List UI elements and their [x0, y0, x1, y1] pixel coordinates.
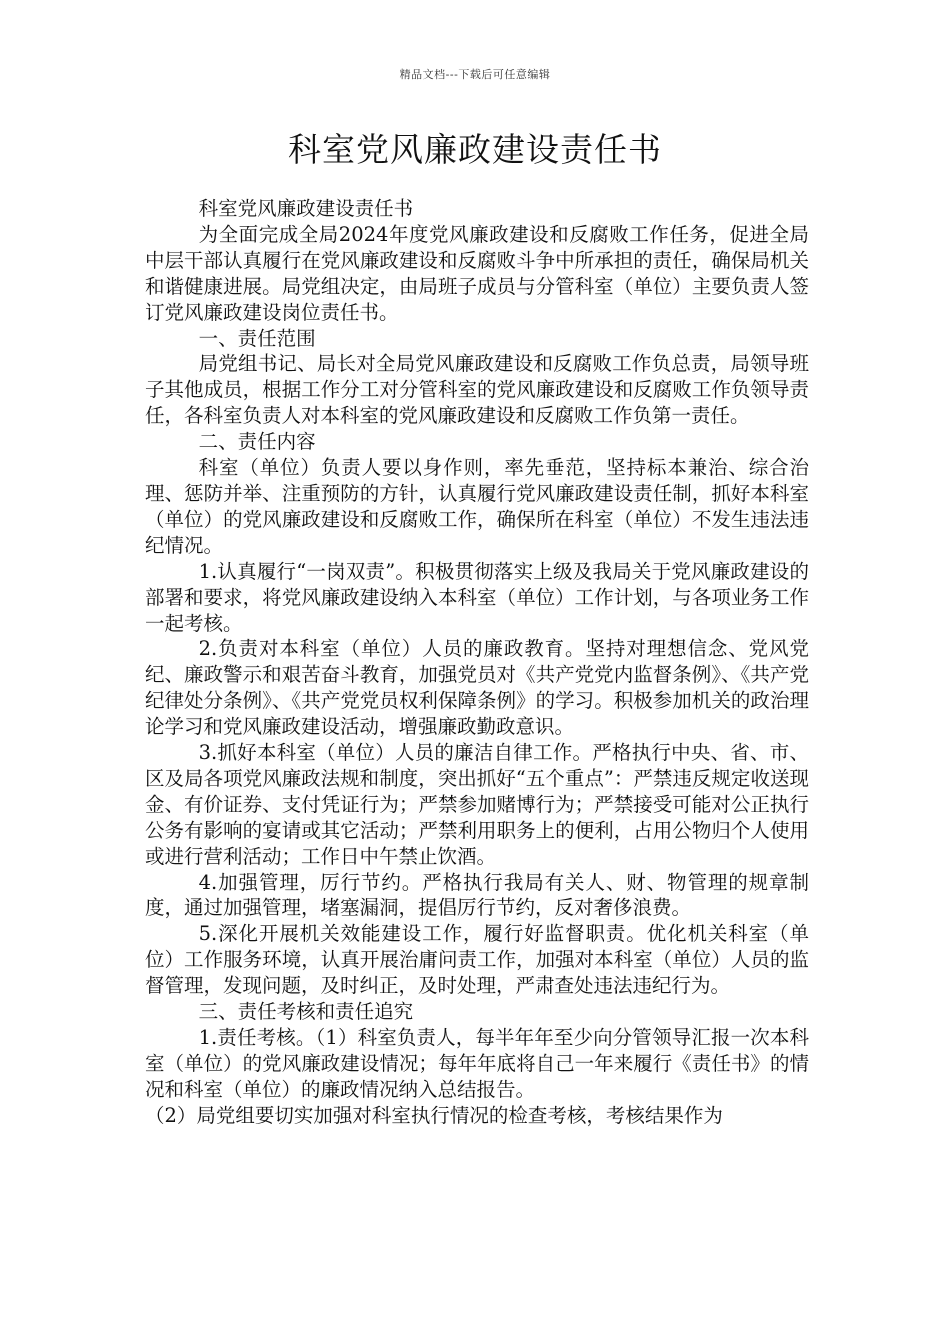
assessment-item-1: 1.责任考核。（1）科室负责人，每半年年至少向分管领导汇报一次本科室（单位）的党风廉政建设情况；每年年底将自己一年来履行《责任书》的情况和科室（单位）的廉政情况纳入总结报告。 — [145, 1026, 809, 1101]
section-heading-assessment: 三、责任考核和责任追究 — [198, 1000, 414, 1024]
scope-paragraph: 局党组书记、局长对全局党风廉政建设和反腐败工作负总责，局领导班子其他成员，根据工作分工对分管科室的党风廉政建设和反腐败工作负领导责任，各科室负责人对本科室的党风廉政建设和反腐败工作负第一责任。 — [145, 352, 809, 428]
section-heading-content: 二、责任内容 — [198, 430, 316, 454]
content-item-1: 1.认真履行“一岗双责”。积极贯彻落实上级及我局关于党风廉政建设的部署和要求，将党风廉政建设纳入本科室（单位）工作计划，与各项业务工作一起考核。 — [145, 559, 809, 635]
header-watermark: 精品文档---下载后可任意编辑 — [399, 68, 551, 81]
content-item-4: 4.加强管理，厉行节约。严格执行我局有关人、财、物管理的规章制度，通过加强管理，堵塞漏洞，提倡厉行节约，反对奢侈浪费。 — [145, 870, 809, 920]
content-item-3: 3.抓好本科室（单位）人员的廉洁自律工作。严格执行中央、省、市、区及局各项党风廉政法规和制度，突出抓好“五个重点”：严禁违反规定收送现金、有价证券、支付凭证行为；严禁参加赌博行为；严禁接受可能对公正执行公务有影响的宴请或其它活动；严禁利用职务上的便利，占用公物归个人使用或进行营利活动；工作日中午禁止饮酒。 — [145, 741, 809, 868]
document-body — [145, 196, 809, 1129]
intro-paragraph: 为全面完成全局2024年度党风廉政建设和反腐败工作任务，促进全局中层干部认真履行在党风廉政建设和反腐败斗争中所承担的责任，确保局机关和谐健康进展。局党组决定，由局班子成员与分管科室（单位）主要负责人签订党风廉政建设岗位责任书。 — [145, 222, 809, 324]
assessment-item-2: （2）局党组要切实加强对科室执行情况的检查考核，考核结果作为 — [145, 1103, 723, 1127]
content-paragraph: 科室（单位）负责人要以身作则，率先垂范，坚持标本兼治、综合治理、惩防并举、注重预防的方针，认真履行党风廉政建设责任制，抓好本科室（单位）的党风廉政建设和反腐败工作，确保所在科室（单位）不发生违法违纪情况。 — [145, 456, 809, 557]
content-item-2: 2.负责对本科室（单位）人员的廉政教育。坚持对理想信念、党风党纪、廉政警示和艰苦奋斗教育，加强党员对《共产党党内监督条例》、《共产党纪律处分条例》、《共产党党员权利保障条例》的学习。积极参加机关的政治理论学习和党风廉政建设活动，增强廉政勤政意识。 — [145, 637, 809, 739]
document-title: 科室党风廉政建设责任书 — [288, 130, 662, 169]
content-item-5: 5.深化开展机关效能建设工作，履行好监督职责。优化机关科室（单位）工作服务环境，认真开展治庸问责工作，加强对本科室（单位）人员的监督管理，发现问题，及时纠正，及时处理，严肃查处违法违纪行为。 — [145, 922, 809, 998]
subtitle-paragraph: 科室党风廉政建设责任书 — [198, 197, 414, 220]
section-heading-scope: 一、责任范围 — [198, 326, 316, 350]
